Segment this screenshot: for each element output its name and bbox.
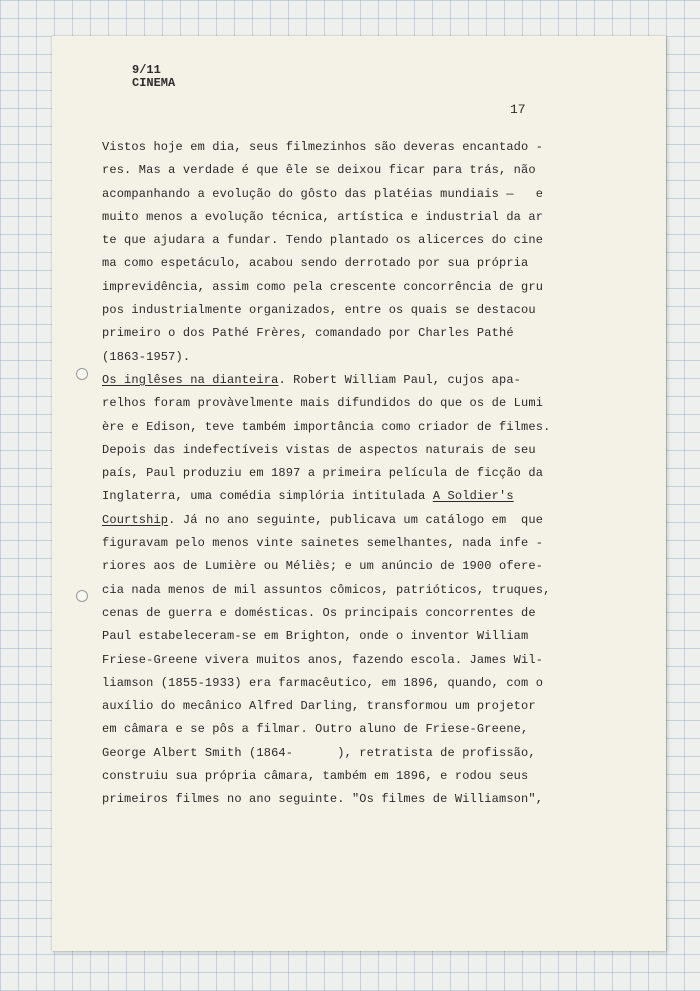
text-line: construiu sua própria câmara, também em 1896, e rodou seus — [102, 769, 529, 784]
page-number: 17 — [510, 102, 526, 117]
text-line: cia nada menos de mil assuntos cômicos, patrióticos, truques, — [102, 582, 551, 597]
film-title: A Soldier's — [432, 489, 514, 504]
text-line: Inglaterra, uma comédia simplória intitulada A Soldier's — [102, 489, 514, 504]
text-line: res. Mas a verdade é que êle se deixou ficar para trás, não — [102, 163, 536, 178]
text-line: em câmara e se pôs a filmar. Outro aluno de Friese-Greene, — [102, 722, 529, 737]
text-line: acompanhando a evolução do gôsto das platéias mundiais — e — [102, 186, 544, 201]
body-text — [102, 136, 602, 812]
text-line: imprevidência, assim como pela crescente concorrência de gru — [102, 279, 544, 294]
text-line: país, Paul produziu em 1897 a primeira película de ficção da — [102, 466, 544, 481]
text-line: auxílio do mecânico Alfred Darling, transformou um projetor — [102, 699, 536, 714]
text-line: Vistos hoje em dia, seus filmezinhos são deveras encantado - — [102, 140, 544, 154]
section-heading: Os inglêses na dianteira — [102, 372, 279, 387]
text-line: te que ajudara a fundar. Tendo plantado os alicerces do cine — [102, 233, 544, 248]
text-line: Courtship. Já no ano seguinte, publicava um catálogo em que — [102, 512, 544, 527]
header-section: CINEMA — [132, 76, 176, 90]
header-date: 9/11 — [132, 63, 161, 77]
punch-hole-mark — [76, 590, 88, 602]
text-line: figuravam pelo menos vinte sainetes semelhantes, nada infe - — [102, 536, 544, 551]
text-line: muito menos a evolução técnica, artística e industrial da ar — [102, 209, 544, 224]
text-line: ma como espetáculo, acabou sendo derrotado por sua própria — [102, 256, 529, 271]
text-line: primeiro o dos Pathé Frères, comandado por Charles Pathé — [102, 326, 514, 341]
text-line: primeiros filmes no ano seguinte. "Os filmes de Williamson", — [102, 792, 544, 807]
punch-hole-mark — [76, 368, 88, 380]
text-line: Friese-Greene vivera muitos anos, fazendo escola. James Wil- — [102, 652, 544, 667]
page-header — [132, 64, 175, 90]
typed-page — [52, 36, 666, 951]
text-line: George Albert Smith (1864- ), retratista de profissão, — [102, 745, 536, 760]
text-line: relhos foram provàvelmente mais difundidos do que os de Lumi — [102, 396, 544, 411]
text-line: pos industrialmente organizados, entre os quais se destacou — [102, 303, 536, 318]
text-line: liamson (1855-1933) era farmacêutico, em 1896, quando, com o — [102, 675, 544, 690]
text-line: (1863-1957). — [102, 349, 191, 364]
text-line: riores aos de Lumière ou Méliès; e um anúncio de 1900 ofere- — [102, 559, 544, 574]
text-line: ère e Edison, teve também importância como criador de filmes. — [102, 419, 551, 434]
text-line: Depois das indefectíveis vistas de aspectos naturais de seu — [102, 442, 536, 457]
text-line: Os inglêses na dianteira. Robert William Paul, cujos apa- — [102, 372, 522, 387]
text-line: cenas de guerra e domésticas. Os principais concorrentes de — [102, 605, 536, 620]
film-title: Courtship — [102, 512, 169, 527]
text-line: Paul estabeleceram-se em Brighton, onde o inventor William — [102, 629, 529, 644]
